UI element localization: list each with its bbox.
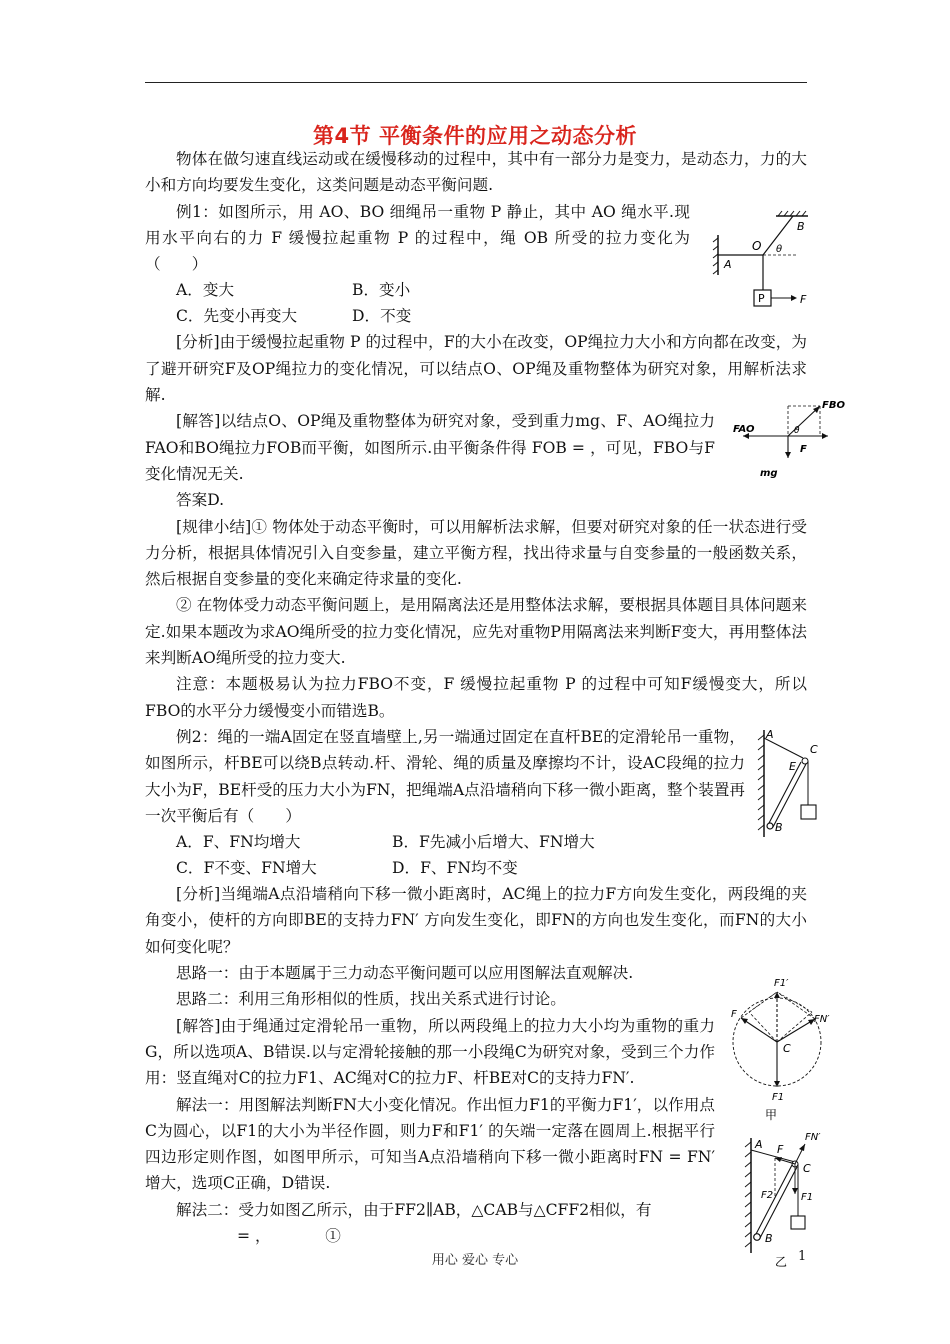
example2-method1: 解法一：用图解法判断FN大小变化情况。作出恒力F1的平衡力F1′，以作用点C为圆心，以F1的大小为半径作圆，则力F和F1′ 的矢端一定落在圆周上.根据平行四边形定则作图，如图甲所示，可知当A点沿墙稍向下移一微小距离时FN = FN′ 增大，选项C正确，D错误. bbox=[145, 1095, 715, 1193]
fig3-label-e: E bbox=[789, 760, 796, 773]
figure-similar-triangles bbox=[735, 1128, 830, 1268]
example2-idea1: 思路一：由于本题属于三力动态平衡问题可以应用图解法直观解决. bbox=[176, 964, 634, 983]
fig5-label-fn-prime: FN′ bbox=[805, 1132, 821, 1143]
fig5-label-a: A bbox=[755, 1138, 763, 1151]
example2-analysis: [分析]当绳端A点沿墙稍向下移一微小距离时，AC绳上的拉力F方向发生变化，两段绳的夹角变小，使杆的方向即BE的支持力FN′ 方向发生变化，即FN的方向也发生变化，而FN的大小如何变化呢？ bbox=[145, 885, 807, 956]
example2-options-row1 bbox=[145, 829, 807, 855]
ex2-option-a: A．F、FN均增大 bbox=[176, 833, 301, 852]
fig4-label-f: F bbox=[731, 1009, 737, 1020]
figure-circle-diagram bbox=[727, 970, 830, 1122]
example2-method2-equation: = ， ① bbox=[237, 1226, 341, 1245]
page-title: 第4节 平衡条件的应用之动态分析 bbox=[313, 124, 637, 148]
fig2-label-theta: θ bbox=[794, 426, 800, 436]
fig3-label-c: C bbox=[810, 743, 818, 756]
page-number: 1 bbox=[798, 1249, 807, 1264]
example2-options-row2 bbox=[145, 855, 807, 881]
fig1-label-p: P bbox=[758, 292, 765, 305]
example1-analysis: [分析]由于缓慢拉起重物 P 的过程中，F的大小在改变，OP绳拉力大小和方向都在改变，为了避开研究F及OP绳拉力的变化情况，可以结点O、OP绳及重物整体为研究对象，用解析法求解. bbox=[145, 333, 807, 405]
example1-summary1: [规律小结]① 物体处于动态平衡时，可以用解析法求解，但要对研究对象的任一状态进行受力分析，根据具体情况引入自变参量，建立平衡方程，找出待求量与自变参量的一般函数关系，然后根据自变参量的变化来确定待求量的变化. bbox=[145, 517, 807, 589]
fig2-label-f: F bbox=[800, 444, 807, 455]
example2-solution: [解答]由于绳通过定滑轮吊一重物，所以两段绳上的拉力大小均为重物的重力G，所以选项A、B错误.以与定滑轮接触的那一小段绳C为研究对象，受到三个力作用：竖直绳对C的拉力F1、AC绳对C的拉力F、杆BE对C的支持力FN′. bbox=[145, 1016, 715, 1088]
example2-idea2: 思路二：利用三角形相似的性质，找出关系式进行讨论。 bbox=[176, 990, 566, 1009]
example1-question: 例1：如图所示，用 AO、BO 细绳吊一重物 P 静止，其中 AO 绳水平.现用水平向右的力 F 缓慢拉起重物 P 的过程中，绳 OB 所受的拉力变化为（ ） bbox=[145, 202, 690, 274]
fig4-label-fn-prime: FN′ bbox=[814, 1014, 830, 1025]
fig1-label-a: A bbox=[724, 258, 732, 271]
ex2-option-b: B．F先减小后增大、FN增大 bbox=[392, 833, 595, 852]
fig3-label-a: A bbox=[766, 728, 774, 741]
fig5-caption: 乙 bbox=[775, 1255, 788, 1269]
page-footer: 用心 爱心 专心 bbox=[431, 1253, 519, 1268]
fig5-label-b: B bbox=[765, 1232, 773, 1245]
fig5-label-f1: F1 bbox=[801, 1192, 814, 1203]
fig2-label-fbo: FBO bbox=[822, 400, 845, 411]
fig5-label-c: C bbox=[803, 1162, 811, 1175]
ex2-option-c: C．F不变、FN增大 bbox=[176, 859, 317, 878]
figure-force-diagram bbox=[728, 396, 853, 481]
fig2-label-mg: mg bbox=[760, 468, 778, 479]
fig4-caption: 甲 bbox=[765, 1108, 778, 1122]
example2-question: 例2：绳的一端A固定在竖直墙壁上,另一端通过固定在直杆BE的定滑轮吊一重物，如图所示，杆BE可以绕B点转动.杆、滑轮、绳的质量及摩擦均不计，设AC段绳的拉力大小为F，BE杆受的压力大小为FN，把绳端A点沿墙稍向下移一微小距离，整个装置再一次平衡后有（ ） bbox=[145, 727, 745, 825]
intro-paragraph: 物体在做匀速直线运动或在缓慢移动的过程中，其中有一部分力是变力，是动态力，力的大小和方向均要发生变化，这类问题是动态平衡问题. bbox=[145, 150, 807, 195]
figure-pulley-rod bbox=[755, 725, 825, 840]
example1-solution: [解答]以结点O、OP绳及重物整体为研究对象，受到重力mg、F、AO绳拉力FAO和BO绳拉力FOB而平衡，如图所示.由平衡条件得 FOB = ，可见，FBO与F变化情况无关. bbox=[145, 412, 715, 483]
fig1-label-b: B bbox=[797, 220, 805, 233]
example1-note: 注意：本题极易认为拉力FBO不变，F 缓慢拉起重物 P 的过程中可知F缓慢变大，所以FBO的水平分力缓慢变小而错选B。 bbox=[145, 675, 807, 720]
ex2-option-d: D．F、FN均不变 bbox=[392, 859, 518, 878]
fig4-label-f1: F1 bbox=[772, 1092, 785, 1103]
ex1-option-a: A．变大 bbox=[176, 281, 235, 300]
fig1-label-o: O bbox=[752, 239, 762, 253]
fig3-label-b: B bbox=[775, 821, 783, 834]
header-rule bbox=[145, 82, 807, 83]
ex1-option-c: C．先变小再变大 bbox=[176, 307, 298, 326]
fig1-label-f: F bbox=[800, 293, 807, 306]
fig2-label-fao: FAO bbox=[733, 424, 755, 435]
fig4-label-f1-prime: F1′ bbox=[774, 978, 789, 989]
ex1-option-d: D．不变 bbox=[352, 307, 412, 326]
example2-method2: 解法二：受力如图乙所示，由于FF2∥AB，△CAB与△CFF2相似，有 bbox=[176, 1200, 652, 1219]
example1-summary2: ② 在物体受力动态平衡问题上，是用隔离法还是用整体法求解，要根据具体题目具体问题来定.如果本题改为求AO绳所受的拉力变化情况，应先对重物P用隔离法来判断F变大，再用整体法来判断AO绳所受的拉力变大. bbox=[145, 596, 807, 668]
figure-rope-system bbox=[708, 210, 813, 315]
fig4-label-c: C bbox=[783, 1042, 791, 1055]
ex1-option-b: B．变小 bbox=[352, 281, 411, 300]
fig5-label-f: F bbox=[777, 1143, 784, 1156]
fig5-label-f2: F2 bbox=[761, 1190, 774, 1201]
fig1-label-theta: θ bbox=[776, 244, 783, 255]
example1-answer: 答案D. bbox=[176, 491, 225, 510]
